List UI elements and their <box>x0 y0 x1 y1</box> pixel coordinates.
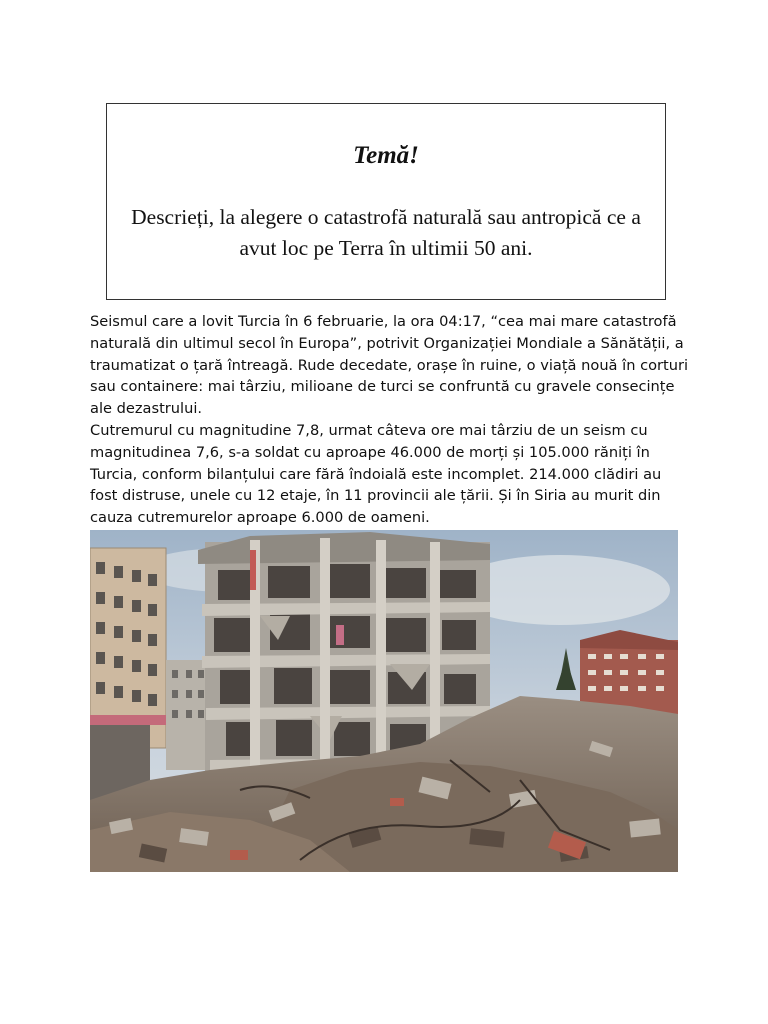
task-description: Descrieți, la alegere o catastrofă naturală sau antropică ce a avut loc pe Terra în ultimii 50 ani. <box>131 205 641 260</box>
article-paragraph-2: Cutremurul cu magnitudine 7,8, urmat câteva ore mai târziu de un seism cu magnitudinea 7,6, s-a soldat cu aproape 46.000 de morți și 105.000 răniți în Turcia, conform bilanțului care fără îndoială este incomplet. 214.000 clădiri au fost distruse, unele cu 12 etaje, în 11 provincii ale țării. Și în Siria au murit din cauza cutremurelor aproape 6.000 de oameni. <box>90 422 662 527</box>
task-box <box>106 103 666 300</box>
task-title: Temă! <box>353 142 419 169</box>
earthquake-photo <box>90 530 678 872</box>
article-paragraph-1: Seismul care a lovit Turcia în 6 februarie, la ora 04:17, “cea mai mare catastrofă naturală din ultimul secol în Europa”, potrivit Organizației Mondiale a Sănătății, a traumatizat o țară întreagă. Rude decedate, orașe în ruine, o viață nouă în corturi sau containere: mai târziu, milioane de turci se confruntă cu gravele consecințe ale dezastrului. <box>90 313 689 418</box>
